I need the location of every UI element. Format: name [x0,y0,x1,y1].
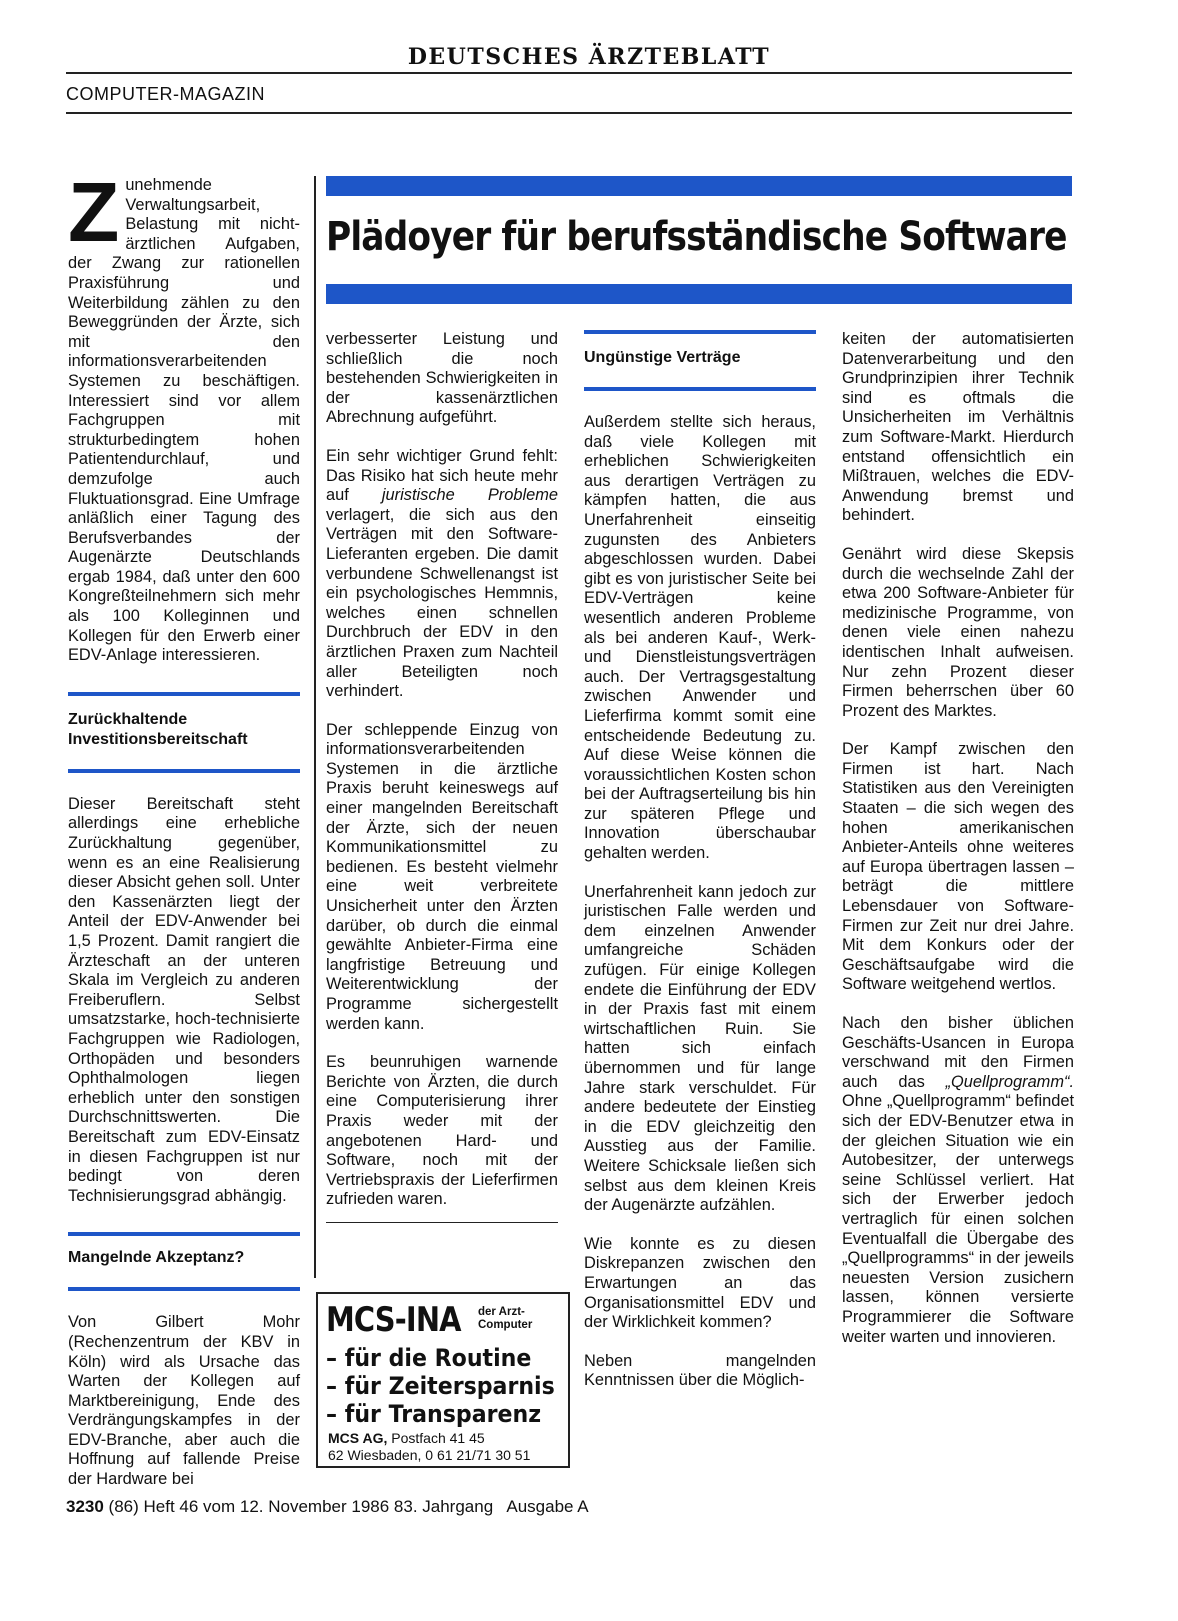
emphasis: juristische Probleme [381,486,559,505]
emphasis: „Quellprogramm“. [945,1072,1074,1091]
paragraph: Der schleppende Einzug von informationsverarbeitenden Systemen in die ärztliche Praxis beruht keineswegs auf einer mangelnden Bereitschaft der Ärzte, sich der neuen Kommunikationsmittel zu bedienen. Es besteht vielmehr eine weit verbreitete Unsicherheit unter den Ärzten darüber, ob durch die einmal gewählte Anbieter-Firma eine langfristige Betreuung und Weiterentwicklung der Programme sichergestellt werden kann. [326,720,558,1033]
ad-slogan-3: – für Transparenz [326,1400,542,1428]
section-label: COMPUTER-MAGAZIN [66,84,265,104]
paragraph [326,447,558,702]
paragraph [842,1014,1074,1347]
masthead: DEUTSCHES ÄRZTEBLATT [407,44,771,70]
divider-bar [68,769,300,773]
ad-slogan-2: – für Zeitersparnis [326,1372,555,1400]
ad-subtitle-line: der Arzt- [478,1306,525,1318]
advertisement [316,1292,570,1468]
subheading-vertraege: Ungünstige Verträge [584,349,741,366]
article-title: Plädoyer für berufsständische Software [326,214,1067,260]
paragraph: Neben mangelnden Kenntnissen über die Möglich- [584,1351,816,1390]
page-footer [66,1497,589,1517]
paragraph: keiten der automatisierten Datenverarbeitung und den Grundprinzipien ihrer Technik sind es oftmals die Unsicherheiten im Verhältnis zum Software-Markt. Hierdurch entstand offensichtlich ein Mißtrauen, welches die EDV-Anwendung bremst und behindert. [842,330,1074,525]
paragraph: Wie konnte es zu diesen Diskrepanzen zwischen den Erwartungen an das Organisationsmittel EDV und der Wirklichkeit kommen? [584,1234,816,1332]
subheading-akzeptanz: Mangelnde Akzeptanz? [68,1249,245,1267]
divider-bar [68,1232,300,1236]
ad-city: 62 Wiesbaden, 0 61 21/71 30 51 [328,1447,531,1463]
title-bar-bottom [326,284,1072,304]
column-4 [842,330,1074,1366]
divider-bar [68,692,300,696]
text-run: verlagert, die sich aus den Verträgen mit den Software-Lieferanten ergeben. Die damit verbundene Schwellenangst ist ein psychologisches Hemmnis, welches einen schnellen Durchbruch der EDV in den ärztlichen Praxen zum Nachteil aller Beteiligten noch verhindert. [326,505,558,701]
subheading-investitions: Zurückhaltende Investitionsbereitschaft [68,710,248,748]
divider-bar [68,1287,300,1291]
column-2 [326,330,558,1223]
paragraph: verbesserter Leistung und schließlich die noch bestehenden Schwierigkeiten in der kassenärztlichen Abrechnung aufgeführt. [326,330,558,427]
section-rule [66,112,1072,114]
paragraph: Von Gilbert Mohr (Rechenzentrum der KBV in Köln) wird als Ursache das Warten der Kollegen auf Marktbereinigung, Ende des Verdrängungskampfes in der EDV-Branche, aber auch die Hoffnung auf fallende Preise der Hardware bei [68,1313,300,1489]
paragraph: Außerdem stellte sich heraus, daß viele Kollegen mit erheblichen Schwierigkeiten aus derartigen Verträgen zu kämpfen hatten, die aus Unerfahrenheit einseitig zugunsten des Anbieters abgeschlossen wurden. Dabei gibt es von juristischer Seite bei EDV-Verträgen keine wesentlich anderen Probleme als bei anderen Kauf-, Werk- und Dienstleistungsverträgen auch. Der Vertragsgestaltung zwischen Anwender und Lieferfirma kommt somit eine entscheidende Bedeutung zu. Auf diese Weise können die voraussichtlichen Kosten schon bei der Auftragserteilung bis hin zur späteren Pflege und Innovation überschaubar gehalten werden. [584,413,816,863]
ad-brand: MCS-INA [326,1300,461,1340]
column-1 [68,165,300,1509]
paragraph: Genährt wird diese Skepsis durch die wechselnde Zahl der etwa 200 Software-Anbieter für medizinische Programme, von denen viele einen nahezu identischen Inhalt aufweisen. Nur zehn Prozent dieser Firmen beherrschen über 60 Prozent des Marktes. [842,544,1074,720]
ad-slogan-1: – für die Routine [326,1344,532,1372]
text-run: Ohne „Quellprogramm“ befindet sich der EDV-Benutzer etwa in der gleichen Situation wie ein Autobesitzer, der unterwegs seine Schlüssel verliert. Hat sich der Erwerber jedoch vertraglich für einen solchen Eventualfall die Übergabe des „Quellprogramms“ in der jeweils neuesten Version zusichern lassen, können versierte Programmierer die Software weiter warten und innovieren. [842,1092,1074,1346]
issue-info: (86) Heft 46 vom 12. November 1986 83. Jahrgang Ausgabe A [103,1497,589,1516]
ad-company: MCS AG, [328,1430,388,1446]
paragraph: Dieser Bereitschaft steht allerdings eine erhebliche Zurückhaltung gegenüber, wenn es an eine Realisierung dieser Absicht gehen soll. Unter den Kassenärzten liegt der Anteil der EDV-Anwender bei 1,5 Prozent. Damit rangiert die Ärzteschaft an der unteren Skala im Vergleich zu anderen Freiberuflern. Selbst umsatzstarke, hoch-technisierte Fachgruppen wie Radiologen, Orthopäden und besonders Ophthalmologen liegen erheblich unter den sonstigen Durchschnittswerten. Die Bereitschaft zum EDV-Einsatz in diesen Fachgruppen ist nur bedingt von deren Technisierungsgrad abhängig. [68,794,300,1205]
page-number: 3230 [66,1497,104,1516]
ad-subtitle [478,1306,532,1332]
text-run: Ein sehr wichtiger Grund fehlt: Das Risiko hat sich heute mehr auf [326,446,558,505]
paragraph: Der Kampf zwischen den Firmen ist hart. Nach Statistiken aus den Vereinigten Staaten – die sich wegen des hohen amerikanischen Anbieter-Anteils ohne weiteres auf Europa übertragen lassen – beträgt die mittlere Lebensdauer von Software-Firmen zur Zeit nur drei Jahre. Mit dem Konkurs oder der Geschäftsaufgabe wird die Software weitgehend wertlos. [842,740,1074,994]
divider-bar [584,387,816,391]
column-end-rule [326,1222,558,1224]
drop-cap: Z [68,165,120,259]
ad-address [328,1430,530,1464]
divider-bar [584,330,816,334]
ad-subtitle-line: Computer [478,1319,533,1331]
ad-postbox: Postfach 41 45 [387,1430,485,1446]
column-3 [584,330,816,1410]
intro-paragraph: unehmende Verwaltungsarbeit, Belastung mit nicht-ärztlichen Aufgaben, der Zwang zur rationellen Praxisführung und Weiterbildung zählen zu den Beweggründen der Ärzte, sich mit den informationsverarbeitenden Systemen zu beschäftigen. Interessiert sind vor allem Fachgruppen mit strukturbedingtem hohen Patientendurchlauf, und demzufolge auch Fluktuationsgrad. Eine Umfrage anläßlich einer Tagung des Berufsverbandes der Augenärzte Deutschlands ergab 1984, daß unter den 600 Kongreßteilnehmern sich mehr als 100 Kolleginnen und Kollegen für den Erwerb einer EDV-Anlage interessieren. [68,176,300,665]
text-run: Nach den bisher üblichen Geschäfts-Usancen in Europa verschwand mit den Firmen auch das [842,1014,1074,1091]
masthead-rule [66,72,1072,74]
column-rule [314,176,316,1278]
paragraph: Unerfahrenheit kann jedoch zur juristischen Falle werden und dem einzelnen Anwender umfangreiche Schäden zufügen. Für einige Kollegen endete die Einführung der EDV in der Praxis fast mit einem wirtschaftlichen Ruin. Sie hatten sich einfach übernommen und für lange Jahre stark verschuldet. Für andere bedeutete der Einstieg in die EDV gleichzeitig den Ausstieg aus der Familie. Weitere Schicksale ließen sich selbst aus dem kleinen Kreis der Augenärzte aufzählen. [584,882,816,1215]
paragraph: Es beunruhigen warnende Berichte von Ärzten, die durch eine Computerisierung ihrer Praxis weder mit der angebotenen Hard- und Software, noch mit der Vertriebspraxis der Lieferfirmen zufrieden waren. [326,1053,558,1209]
title-bar-top [326,176,1072,196]
